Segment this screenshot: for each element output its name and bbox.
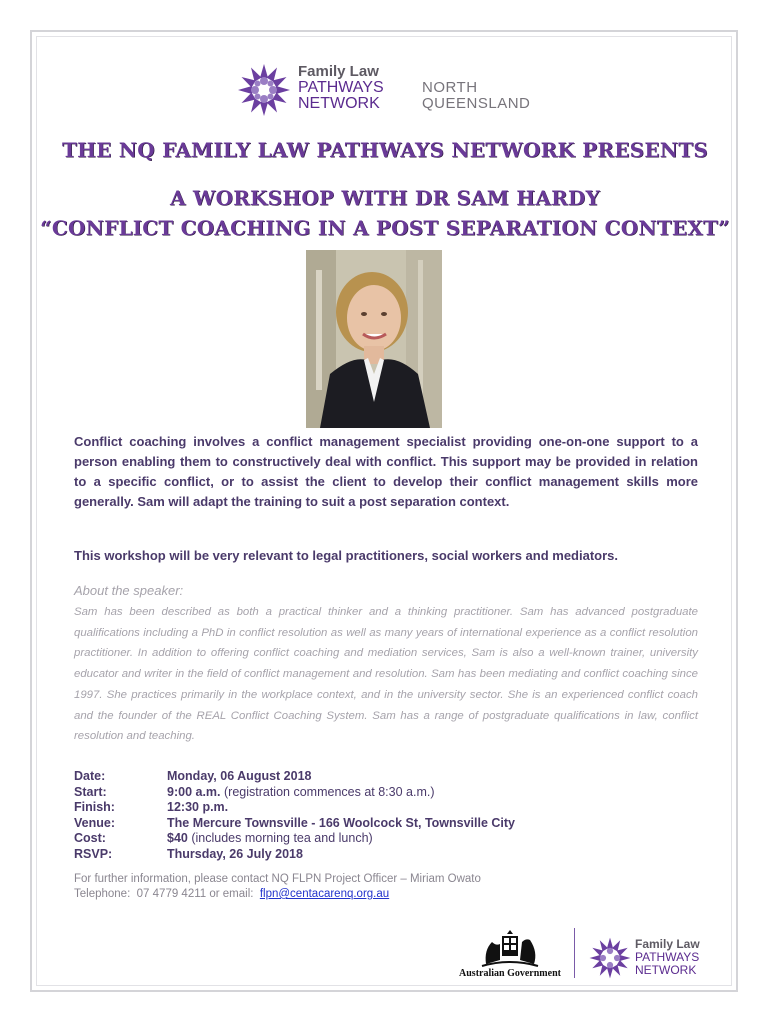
cost-label: Cost: [74,831,106,846]
title-topic: “CONFLICT COACHING IN A POST SEPARATION CONTEXT” [40,216,730,240]
venue-value: The Mercure Townsville - 166 Woolcock St, Townsville City [167,815,516,830]
date-label: Date: [74,769,106,783]
date-row [74,769,515,785]
start-row [74,785,515,801]
finish-value: 12:30 p.m. [167,800,229,815]
rsvp-row [74,847,515,863]
start-label: Start: [74,784,107,799]
contact-info [74,872,481,902]
start-value: 9:00 a.m. [167,784,221,799]
region-line1: NORTH [422,79,478,96]
cost-row [74,831,515,847]
contact-line: For further information, please contact NQ FLPN Project Officer – Miriam Owato [74,873,481,885]
footer-logo [588,934,718,984]
event-details [74,769,515,863]
logo-line2: PATHWAYS [298,79,384,96]
about-heading: About the speaker: [74,583,184,598]
venue-row [74,816,515,832]
audience-paragraph: This workshop will be very relevant to legal practitioners, social workers and mediators. [74,548,619,563]
flower-icon [236,62,292,118]
footer-logo-wordmark [635,938,700,977]
telephone-line [74,887,481,902]
flower-icon [588,936,632,980]
cost-note: (includes morning tea and lunch) [187,831,373,846]
about-body: Sam has been described as both a practical thinker and a thinking practitioner. Sam has advanced postgraduate qualifications including a PhD in conflict resolution as well as many years of international experience as a conflict resolution practitioner. In addition to offering conflict coaching and mediation services, Sam is also a well-known trainer, university educator and writer in the field of conflict management and resolution. Sam has been mediating and conflict coaching since 1997. She practices primarily in the workplace context, and in the university sector. She is an experienced conflict coach and the founder of the REAL Conflict Coaching System. Sam has a range of postgraduate qualifications in law, conflict resolution and teaching. [74,606,698,743]
rsvp-label: RSVP: [74,846,113,861]
intro-paragraph: Conflict coaching involves a conflict management specialist providing one-on-one support to a person enabling them to constructively deal with conflict. This support may be provided in relation to a specific conflict, or to assist the client to develop their conflict management skills more generally. Sam will adapt the training to suit a post separation context. [74,434,698,509]
footer-logo-line3: NETWORK [635,963,697,977]
footer-divider [574,928,575,978]
logo-line1: Family Law [298,63,379,80]
logo-wordmark [298,64,384,112]
finish-label: Finish: [74,800,115,815]
email-link[interactable]: flpn@centacarenq.org.au [259,888,390,900]
rsvp-value: Thursday, 26 July 2018 [167,846,303,861]
title-presents: THE NQ FAMILY LAW PATHWAYS NETWORK PRESENTS [62,138,708,162]
venue-label: Venue: [74,815,115,830]
gov-label: Australian Government [459,968,561,979]
telephone-text: Telephone: 07 4779 4211 or email: [74,888,260,900]
footer-logo-line2: PATHWAYS [635,950,700,964]
cost-value: $40 [167,831,188,846]
coat-of-arms-icon [480,928,540,968]
header-logo [236,62,536,118]
speaker-photo [306,250,442,428]
date-value: Monday, 06 August 2018 [167,769,312,783]
logo-line3: NETWORK [298,95,380,112]
title-workshop: A WORKSHOP WITH DR SAM HARDY [170,186,600,210]
logo-region [422,80,530,112]
footer-logo-line1: Family Law [635,937,700,951]
region-line2: QUEENSLAND [422,95,531,112]
start-note: (registration commences at 8:30 a.m.) [220,784,435,799]
finish-row [74,800,515,816]
australian-government-logo [455,928,565,980]
